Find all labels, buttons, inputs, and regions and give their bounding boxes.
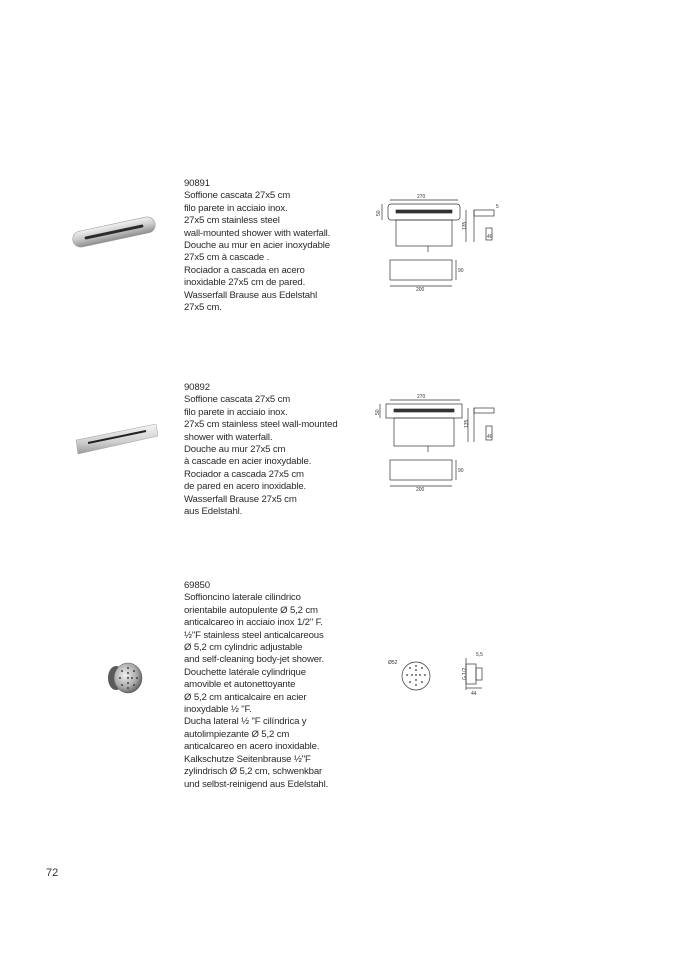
- description-line: à cascade en acier inoxydable.: [184, 456, 312, 468]
- product-photo-90891: [70, 212, 158, 252]
- description-line: Douchette latérale cylindrique: [184, 666, 306, 678]
- dimension-body: 90: [458, 468, 464, 474]
- description-line: Douche au mur en acier inoxydable: [184, 240, 330, 252]
- product-description-69850: [184, 580, 328, 791]
- dimension-depth: 135: [464, 419, 470, 428]
- dimension-offset: 5,5: [476, 652, 483, 658]
- dimension-base: 200: [416, 287, 425, 293]
- description-line: zylindrisch Ø 5,2 cm, schwenkbar: [184, 766, 323, 778]
- dimension-inner: 40: [487, 434, 493, 440]
- description-line: 27x5 cm à cascade .: [184, 252, 270, 264]
- description-line: and self-cleaning body-jet shower.: [184, 654, 324, 666]
- description-line: 27x5 cm stainless steel wall-mounted: [184, 419, 338, 431]
- technical-drawing-69850: [384, 648, 494, 698]
- dimension-width: 270: [417, 194, 426, 200]
- description-line: amovible et autonettoyante: [184, 679, 296, 691]
- description-line: Soffione cascata 27x5 cm: [184, 394, 291, 406]
- dimension-depth: 135: [462, 221, 468, 230]
- description-line: aus Edelstahl.: [184, 506, 243, 518]
- description-line: Wasserfall Brause 27x5 cm: [184, 493, 297, 505]
- product-description-90892: [184, 382, 338, 518]
- description-line: shower with waterfall.: [184, 431, 273, 443]
- product-description-90891: [184, 178, 330, 314]
- description-line: filo parete in acciaio inox.: [184, 202, 288, 214]
- dimension-height: 50: [376, 210, 382, 216]
- description-line: Kalkschutze Seitenbrause ½"F: [184, 753, 311, 765]
- description-line: anticalcareo en acero inoxidable.: [184, 741, 320, 753]
- description-line: Soffioncino laterale cilindrico: [184, 592, 301, 604]
- description-line: Ø 5,2 cm cylindric adjustable: [184, 642, 303, 654]
- description-line: filo parete in acciaio inox.: [184, 406, 288, 418]
- description-line: Douche au mur 27x5 cm: [184, 444, 286, 456]
- description-line: Soffione cascata 27x5 cm: [184, 190, 291, 202]
- description-line: Wasserfall Brause aus Edelstahl: [184, 289, 318, 301]
- technical-drawing-90892: [370, 392, 510, 497]
- dimension-diameter: Ø52: [388, 660, 398, 666]
- dimension-width: 270: [417, 394, 426, 400]
- description-line: inoxydable ½ "F.: [184, 704, 252, 716]
- technical-drawing-90891: [370, 190, 510, 295]
- dimension-inner: 40: [487, 234, 493, 240]
- description-line: und selbst-reinigend aus Edelstahl.: [184, 778, 329, 790]
- dimension-small: 5: [496, 204, 499, 210]
- product-code: 90891: [184, 178, 210, 189]
- description-line: 27x5 cm.: [184, 302, 222, 314]
- dimension-length: 44: [471, 691, 477, 697]
- dimension-body: 90: [458, 268, 464, 274]
- description-line: 27x5 cm stainless steel: [184, 215, 280, 227]
- product-code: 69850: [184, 580, 210, 591]
- description-line: ½"F stainless steel anticalcareous: [184, 629, 324, 641]
- description-line: inoxidable 27x5 cm de pared.: [184, 277, 306, 289]
- description-line: orientabile autopulente Ø 5,2 cm: [184, 604, 318, 616]
- dimension-height: 50: [375, 409, 381, 415]
- description-line: autolimpiezante Ø 5,2 cm: [184, 728, 290, 740]
- description-line: Rociador a cascada 27x5 cm: [184, 468, 304, 480]
- page-number: 72: [46, 867, 59, 879]
- description-line: Ø 5,2 cm anticalcaire en acier: [184, 691, 307, 703]
- dimension-base: 200: [416, 487, 425, 493]
- description-line: wall-mounted shower with waterfall.: [184, 227, 331, 239]
- description-line: de pared en acero inoxidable.: [184, 481, 307, 493]
- product-photo-90892: [72, 420, 160, 460]
- product-code: 90892: [184, 382, 210, 393]
- product-photo-69850: [104, 660, 146, 696]
- description-line: Ducha lateral ½ "F cilíndrica y: [184, 716, 307, 728]
- dimension-thread: G 1/2: [462, 667, 468, 680]
- description-line: anticalcareo in acciaio inox 1/2" F.: [184, 617, 323, 629]
- description-line: Rociador a cascada en acero: [184, 264, 305, 276]
